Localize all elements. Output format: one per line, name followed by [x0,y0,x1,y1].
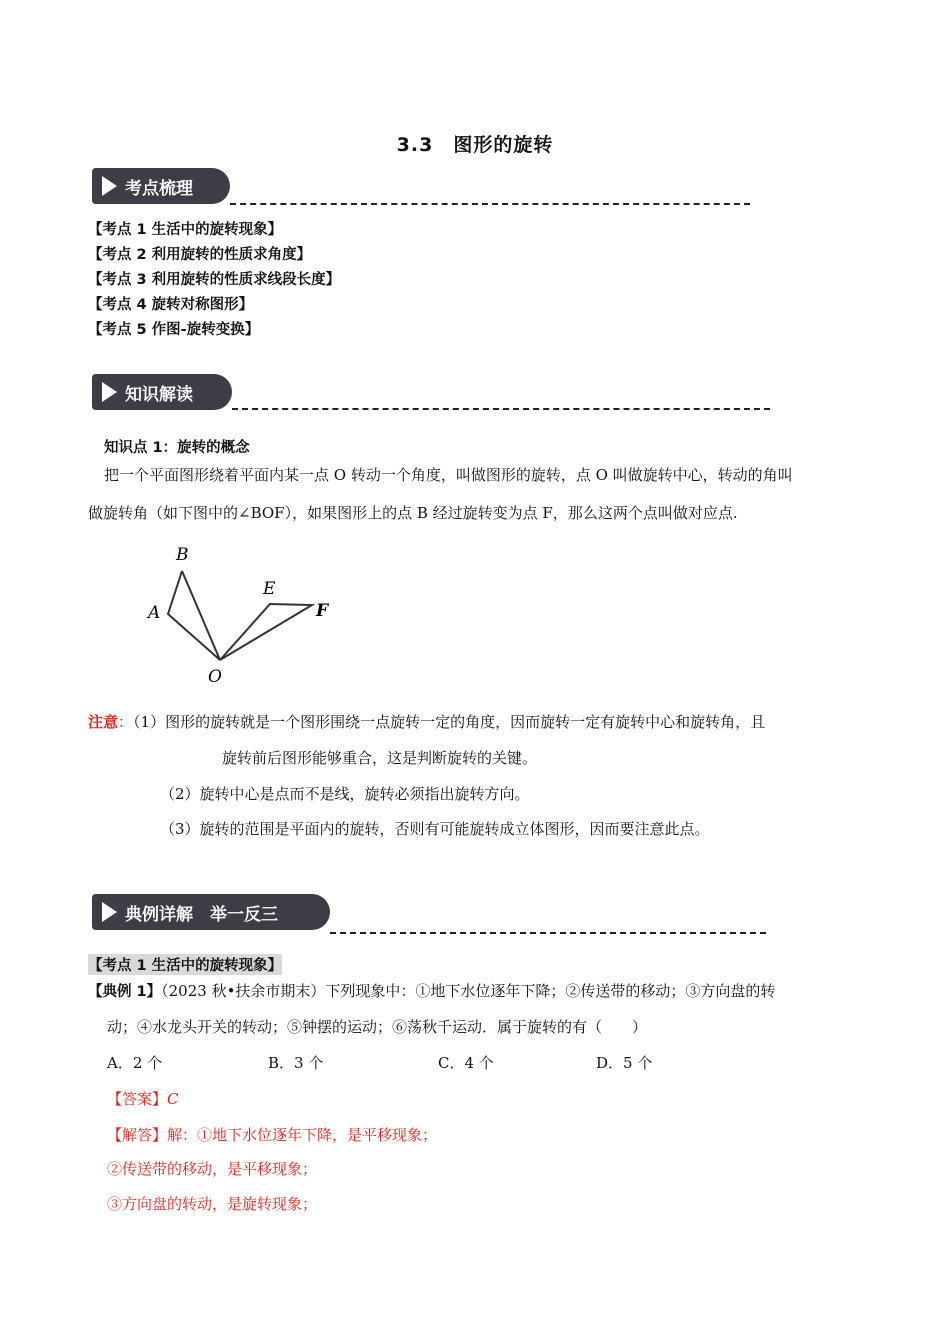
option-b: B．3 个 [268,1054,324,1072]
option-d: D．5 个 [596,1054,653,1072]
divider [232,408,770,410]
solution-line: ③方向盘的转动，是旋转现象； [107,1195,318,1213]
section-banner-topics [92,168,230,204]
topic-item: 【考点 2 利用旋转的性质求角度】 [88,247,312,263]
solution-line: ②传送带的移动，是平移现象； [107,1160,318,1178]
rotation-figure [140,540,350,690]
point-label-f: F [316,601,329,621]
play-arrow-icon [102,176,117,196]
knowledge-heading: 知识点 1：旋转的概念 [104,440,250,456]
point-label-e: E [263,579,276,599]
play-arrow-icon [102,902,117,922]
point-label-b: B [176,545,189,565]
section-banner-examples [92,894,330,930]
topic-item: 【考点 4 旋转对称图形】 [88,297,254,313]
question-label: 【典例 1】 [88,984,162,1000]
topic-item: 【考点 1 生活中的旋转现象】 [88,222,283,238]
banner-label: 考点梳理 [125,178,193,199]
answer-line [107,1088,179,1109]
question-line-2: 动；④水龙头开关的转动；⑤钟摆的运动；⑥荡秋千运动．属于旋转的有（ ） [107,1018,648,1036]
note-line: 旋转前后图形能够重合，这是判断旋转的关键。 [222,749,538,767]
topic-item: 【考点 5 作图-旋转变换】 [88,322,260,338]
note-line: （2）旋转中心是点而不是线，旋转必须指出旋转方向。 [160,785,530,803]
answer-label: 【答案】 [107,1090,168,1108]
triangle-eof [220,604,312,660]
option-a: A．2 个 [107,1054,163,1072]
knowledge-paragraph: 把一个平面图形绕着平面内某一点 O 转动一个角度，叫做图形的旋转，点 O 叫做旋转中心，转动的角叫 [104,466,793,484]
example-topic-tag: 【考点 1 生活中的旋转现象】 [88,954,282,975]
solution-label: 【解答】 [107,1126,168,1144]
divider [330,932,766,934]
banner-label: 知识解读 [125,384,193,405]
note-text: （1）图形的旋转就是一个图形围绕一点旋转一定的角度，因而旋转一定有旋转中心和旋转角，且 [133,713,766,731]
option-c: C．4 个 [438,1054,494,1072]
section-banner-knowledge [92,374,232,410]
answer-value: C [167,1090,179,1108]
banner-label: 典例详解 举一反三 [125,904,278,925]
point-label-o: O [208,667,222,687]
topic-item: 【考点 3 利用旋转的性质求线段长度】 [88,272,341,288]
question-text: （2023 秋•扶余市期末）下列现象中：①地下水位逐年下降；②传送带的移动；③方向盘的转 [161,982,776,1000]
knowledge-paragraph: 做旋转角（如下图中的∠BOF），如果图形上的点 B 经过旋转变为点 F，那么这两个点叫做对应点. [88,504,738,522]
question-line-1 [88,980,775,1001]
point-label-a: A [148,603,161,623]
note-line-1 [88,711,765,732]
note-colon: ： [118,713,134,731]
solution-text: 解：①地下水位逐年下降，是平移现象； [167,1126,438,1144]
note-label: 注意 [88,713,119,731]
solution-line-1 [107,1124,437,1145]
play-arrow-icon [102,382,117,402]
page-title: 3.3 图形的旋转 [396,134,554,156]
note-line: （3）旋转的范围是平面内的旋转，否则有可能旋转成立体图形，因而要注意此点。 [160,820,710,838]
triangle-aob [168,571,220,660]
divider [230,203,750,205]
